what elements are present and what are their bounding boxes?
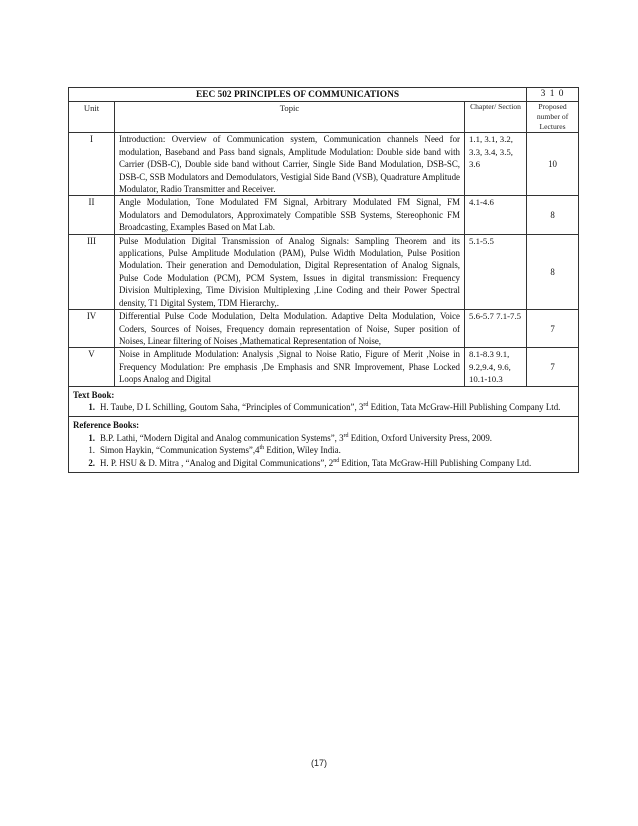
unit-lectures: 7 [527, 310, 579, 348]
unit-number: V [69, 348, 115, 386]
course-title: EEC 502 PRINCIPLES OF COMMUNICATIONS [69, 88, 527, 102]
reference-books-title: Reference Books: [73, 420, 140, 431]
reference-book-item [73, 432, 574, 444]
book-number: 1. [88, 401, 95, 412]
unit-topic: Differential Pulse Code Modulation, Delta Modulation. Adaptive Delta Modulation, Voice Coders, Sources of Noises, Frequency domain representation of Noise, Super position of Noises, Linear filtering of Noises ,Mathematical Representation of Noise, [115, 310, 465, 348]
header-row [69, 102, 579, 133]
unit-row [69, 196, 579, 234]
text-book-item [73, 401, 574, 413]
unit-topic: Pulse Modulation Digital Transmission of Analog Signals: Sampling Theorem and its applications, Pulse Amplitude Modulation (PAM), Pulse Width Modulation, Pulse Position Modulation. Their generation and Demodulation, Digital Representation of Analog Signals, Pulse Code Modulation (PCM), PCM System, Issues in digital transmission: Frequency Division Multiplexing, Time Division Multiplexing ,Line Coding and their Power Spectral density, T1 Digital System, TDM Hierarchy,. [115, 234, 465, 309]
unit-number: II [69, 196, 115, 234]
unit-row [69, 348, 579, 386]
header-proposed-lectures: Proposed number of Lectures [527, 102, 579, 133]
unit-topic: Angle Modulation, Tone Modulated FM Signal, Arbitrary Modulated FM Signal, FM Modulators and Demodulators, Approximately Compatible SSB Systems, Stereophonic FM Broadcasting, Examples Based on Mat Lab. [115, 196, 465, 234]
syllabus-table [68, 87, 579, 473]
unit-topic: Noise in Amplitude Modulation: Analysis ,Signal to Noise Ratio, Figure of Merit ,Noise in Frequency Modulation: Pre emphasis ,De Emphasis and SNR Improvement, Phase Locked Loops Analog and Digital [115, 348, 465, 386]
text-book-row [69, 386, 579, 417]
header-unit: Unit [69, 102, 115, 133]
unit-lectures: 8 [527, 234, 579, 309]
book-citation: B.P. Lathi, “Modern Digital and Analog communication Systems”, 3rd Edition, Oxford University Press, 2009. [100, 432, 493, 443]
unit-lectures: 8 [527, 196, 579, 234]
unit-sections: 1.1, 3.1, 3.2, 3.3, 3.4, 3.5, 3.6 [465, 133, 527, 196]
book-number: 1. [88, 445, 95, 456]
book-citation: H. P. HSU & D. Mitra , “Analog and Digital Communications”, 2nd Edition, Tata McGraw-Hill Publishing Company Ltd. [100, 457, 532, 468]
unit-sections: 5.6-5.7 7.1-7.5 [465, 310, 527, 348]
book-number: 2. [88, 457, 95, 468]
unit-lectures: 10 [527, 133, 579, 196]
header-topic: Topic [115, 102, 465, 133]
unit-number: III [69, 234, 115, 309]
page-number: (17) [310, 758, 327, 768]
unit-sections: 5.1-5.5 [465, 234, 527, 309]
unit-row [69, 133, 579, 196]
unit-number: I [69, 133, 115, 196]
unit-sections: 8.1-8.3 9.1, 9.2,9.4, 9.6, 10.1-10.3 [465, 348, 527, 386]
unit-row [69, 234, 579, 309]
unit-number: IV [69, 310, 115, 348]
reference-books-row [69, 417, 579, 473]
unit-topic: Introduction: Overview of Communication system, Communication channels Need for modulation, Baseband and Pass band signals, Amplitude Modulation: Double side band with Carrier (DSB-C), Double side band without Carrier, Single Side Band Modulation, DSB-SC, DSB-C, SSB Modulators and Demodulators, Vestigial Side Band (VSB), Quadrature Amplitude Modulator, Radio Transmitter and Receiver. [115, 133, 465, 196]
book-citation: H. Taube, D L Schilling, Goutom Saha, “Principles of Communication”, 3rd Edition, Tata McGraw-Hill Publishing Company Ltd. [100, 401, 561, 412]
reference-books-section [69, 417, 579, 473]
text-book-section [69, 386, 579, 417]
book-citation: Simon Haykin, “Communication Systems”,4th Edition, Wiley India. [100, 445, 341, 456]
unit-sections: 4.1-4.6 [465, 196, 527, 234]
reference-book-item [73, 457, 574, 469]
book-number: 1. [88, 432, 95, 443]
header-chapter-section: Chapter/ Section [465, 102, 527, 133]
text-book-title: Text Book: [73, 389, 115, 400]
course-credits: 3 1 0 [527, 88, 579, 102]
unit-lectures: 7 [527, 348, 579, 386]
course-title-row [69, 88, 579, 102]
unit-row [69, 310, 579, 348]
reference-book-item [73, 444, 574, 456]
